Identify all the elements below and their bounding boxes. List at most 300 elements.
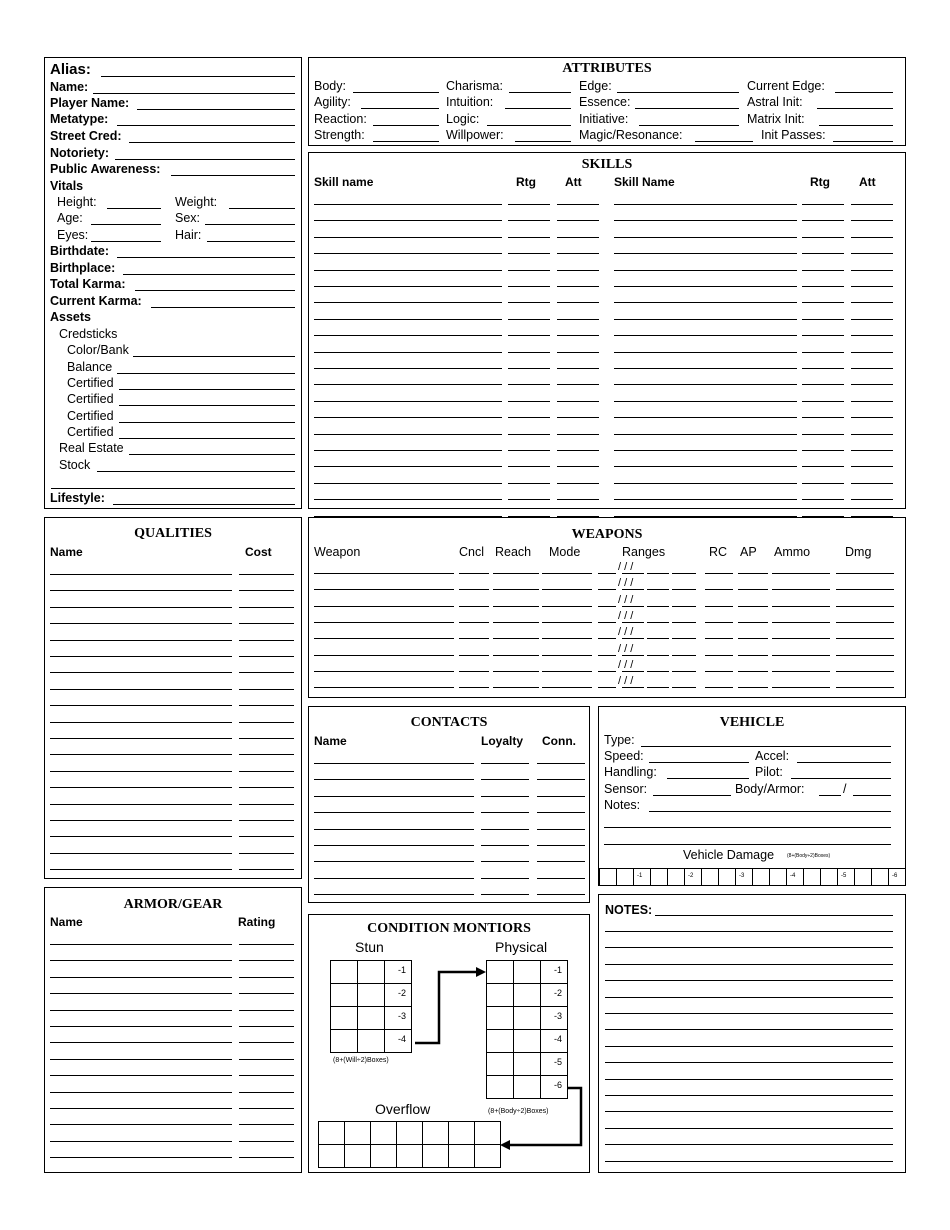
weapon-row-field[interactable] [459,687,489,688]
skill-row-field[interactable] [508,220,550,221]
contact-row-field[interactable] [537,845,585,846]
contact-row-field[interactable] [481,845,529,846]
skill-row-field[interactable] [614,483,797,484]
range-field[interactable] [598,687,616,688]
skill-row-field[interactable] [851,401,893,402]
weapon-row-field[interactable] [459,671,489,672]
contact-row-field[interactable] [314,796,474,797]
birthplace-field[interactable] [123,274,295,275]
weapon-row-field[interactable] [836,638,894,639]
notes-line[interactable] [605,931,893,932]
armor-row-field[interactable] [50,1124,232,1125]
skill-row-field[interactable] [851,335,893,336]
skill-row-field[interactable] [851,319,893,320]
vehicle-damage-box[interactable] [735,868,753,886]
armor-row-field[interactable] [239,1026,294,1027]
contact-row-field[interactable] [481,763,529,764]
weapon-row-field[interactable] [772,622,830,623]
strength-field[interactable] [373,141,439,142]
contact-row-field[interactable] [481,861,529,862]
skill-row-field[interactable] [802,319,844,320]
skill-row-field[interactable] [508,401,550,402]
accel-field[interactable] [797,762,891,763]
skill-row-field[interactable] [557,270,599,271]
weapon-row-field[interactable] [836,687,894,688]
essence-field[interactable] [635,108,739,109]
skill-row-field[interactable] [314,204,502,205]
skill-row-field[interactable] [851,352,893,353]
skill-row-field[interactable] [802,253,844,254]
quality-row-field[interactable] [50,623,232,624]
skill-row-field[interactable] [557,417,599,418]
skill-row-field[interactable] [851,253,893,254]
contact-row-field[interactable] [481,812,529,813]
contact-row-field[interactable] [314,812,474,813]
skill-row-field[interactable] [508,237,550,238]
quality-row-field[interactable] [50,836,232,837]
matrix-init-field[interactable] [819,125,893,126]
weapon-row-field[interactable] [705,638,733,639]
notes-field[interactable] [649,811,891,812]
quality-row-field[interactable] [50,590,232,591]
contact-row-field[interactable] [537,878,585,879]
vehicle-damage-box[interactable] [786,868,804,886]
weapon-row-field[interactable] [738,671,768,672]
quality-row-field[interactable] [239,820,294,821]
skill-row-field[interactable] [851,368,893,369]
skill-row-field[interactable] [508,302,550,303]
notes-line[interactable] [605,1095,893,1096]
weapon-row-field[interactable] [738,622,768,623]
range-field[interactable] [672,589,696,590]
range-field[interactable] [622,671,644,672]
skill-row-field[interactable] [851,286,893,287]
weapon-row-field[interactable] [542,671,592,672]
armor-row-field[interactable] [239,1059,294,1060]
contact-row-field[interactable] [537,894,585,895]
armor-row-field[interactable] [50,1042,232,1043]
contact-row-field[interactable] [314,878,474,879]
armor-row-field[interactable] [239,1157,294,1158]
skill-row-field[interactable] [557,319,599,320]
quality-row-field[interactable] [239,722,294,723]
weapon-row-field[interactable] [542,622,592,623]
skill-row-field[interactable] [614,204,797,205]
skill-row-field[interactable] [314,499,502,500]
initiative-field[interactable] [639,125,739,126]
weapon-row-field[interactable] [836,589,894,590]
weapon-row-field[interactable] [542,589,592,590]
armor-row-field[interactable] [50,1059,232,1060]
vehicle-damage-box[interactable] [616,868,634,886]
vehicle-damage-box[interactable] [854,868,872,886]
skill-row-field[interactable] [508,335,550,336]
range-field[interactable] [622,573,644,574]
contact-row-field[interactable] [481,779,529,780]
vehicle-damage-box[interactable] [820,868,838,886]
notes-line[interactable] [605,1161,893,1162]
range-field[interactable] [598,622,616,623]
weapon-row-field[interactable] [493,589,539,590]
skill-row-field[interactable] [314,352,502,353]
quality-row-field[interactable] [50,574,232,575]
weapon-row-field[interactable] [705,655,733,656]
weapon-row-field[interactable] [705,589,733,590]
color-bank-field[interactable] [133,356,295,357]
contact-row-field[interactable] [314,894,474,895]
height-field[interactable] [107,208,161,209]
notes-field[interactable] [604,844,891,845]
quality-row-field[interactable] [239,672,294,673]
skill-row-field[interactable] [508,434,550,435]
armor-row-field[interactable] [50,1092,232,1093]
quality-row-field[interactable] [239,754,294,755]
player-name-field[interactable] [137,109,295,110]
quality-row-field[interactable] [50,640,232,641]
certified-field[interactable] [119,438,295,439]
armor-row-field[interactable] [239,1141,294,1142]
skill-row-field[interactable] [851,204,893,205]
armor-row-field[interactable] [50,993,232,994]
skill-row-field[interactable] [508,499,550,500]
real-estate-field[interactable] [129,454,295,455]
skill-row-field[interactable] [508,384,550,385]
armor-row-field[interactable] [50,1157,232,1158]
armor-field[interactable] [853,795,891,796]
handling-field[interactable] [667,778,749,779]
skill-row-field[interactable] [802,401,844,402]
skill-row-field[interactable] [508,286,550,287]
skill-row-field[interactable] [851,417,893,418]
weapon-row-field[interactable] [493,606,539,607]
age-field[interactable] [91,224,161,225]
quality-row-field[interactable] [50,607,232,608]
weapon-row-field[interactable] [705,573,733,574]
vehicle-damage-box[interactable] [752,868,770,886]
skill-row-field[interactable] [314,237,502,238]
skill-row-field[interactable] [508,270,550,271]
skill-row-field[interactable] [614,368,797,369]
weapon-row-field[interactable] [738,589,768,590]
notes-line[interactable] [605,997,893,998]
skill-row-field[interactable] [851,466,893,467]
blank-line[interactable] [51,488,295,489]
skill-row-field[interactable] [802,368,844,369]
weapon-row-field[interactable] [738,687,768,688]
skill-row-field[interactable] [557,368,599,369]
quality-row-field[interactable] [239,640,294,641]
quality-row-field[interactable] [50,869,232,870]
skill-row-field[interactable] [557,352,599,353]
vehicle-damage-box[interactable] [871,868,889,886]
skill-row-field[interactable] [851,270,893,271]
skill-row-field[interactable] [802,483,844,484]
skill-row-field[interactable] [802,499,844,500]
public-awareness-field[interactable] [171,175,295,176]
notes-line[interactable] [605,1128,893,1129]
notes-line[interactable] [605,1046,893,1047]
skill-row-field[interactable] [802,384,844,385]
weapon-row-field[interactable] [314,671,454,672]
skill-row-field[interactable] [557,384,599,385]
armor-row-field[interactable] [50,960,232,961]
skill-row-field[interactable] [557,220,599,221]
edge-field[interactable] [617,92,739,93]
notes-line[interactable] [655,915,893,916]
quality-row-field[interactable] [50,804,232,805]
agility-field[interactable] [361,108,439,109]
name-field[interactable] [93,93,295,94]
vehicle-damage-box[interactable] [650,868,668,886]
speed-field[interactable] [649,762,749,763]
weapon-row-field[interactable] [493,687,539,688]
skill-row-field[interactable] [851,499,893,500]
body-field[interactable] [819,795,841,796]
eyes-field[interactable] [91,241,161,242]
armor-row-field[interactable] [239,1042,294,1043]
weapon-row-field[interactable] [493,573,539,574]
lifestyle-field[interactable] [113,504,295,505]
range-field[interactable] [598,589,616,590]
quality-row-field[interactable] [50,738,232,739]
range-field[interactable] [598,671,616,672]
contact-row-field[interactable] [481,878,529,879]
weapon-row-field[interactable] [493,671,539,672]
skill-row-field[interactable] [314,401,502,402]
skill-row-field[interactable] [802,302,844,303]
skill-row-field[interactable] [851,384,893,385]
skill-row-field[interactable] [314,319,502,320]
range-field[interactable] [647,638,669,639]
skill-row-field[interactable] [314,335,502,336]
weapon-row-field[interactable] [836,655,894,656]
notes-line[interactable] [605,1079,893,1080]
range-field[interactable] [598,638,616,639]
weapon-row-field[interactable] [705,622,733,623]
reaction-field[interactable] [373,125,439,126]
skill-row-field[interactable] [508,204,550,205]
vehicle-damage-box[interactable] [769,868,787,886]
vehicle-damage-box[interactable] [718,868,736,886]
total-karma-field[interactable] [135,290,295,291]
contact-row-field[interactable] [314,779,474,780]
weapon-row-field[interactable] [459,622,489,623]
weapon-row-field[interactable] [542,687,592,688]
range-field[interactable] [647,655,669,656]
skill-row-field[interactable] [802,270,844,271]
skill-row-field[interactable] [614,466,797,467]
weapon-row-field[interactable] [705,606,733,607]
contact-row-field[interactable] [537,829,585,830]
skill-row-field[interactable] [557,434,599,435]
skill-row-field[interactable] [508,450,550,451]
skill-row-field[interactable] [557,302,599,303]
weapon-row-field[interactable] [542,655,592,656]
contact-row-field[interactable] [314,861,474,862]
skill-row-field[interactable] [614,352,797,353]
quality-row-field[interactable] [239,771,294,772]
contact-row-field[interactable] [537,796,585,797]
armor-row-field[interactable] [50,1075,232,1076]
pilot-field[interactable] [791,778,891,779]
armor-row-field[interactable] [239,960,294,961]
skill-row-field[interactable] [802,204,844,205]
skill-row-field[interactable] [614,220,797,221]
balance-field[interactable] [117,373,295,374]
quality-row-field[interactable] [50,787,232,788]
skill-row-field[interactable] [851,237,893,238]
skill-row-field[interactable] [314,483,502,484]
quality-row-field[interactable] [239,607,294,608]
contact-row-field[interactable] [537,763,585,764]
current-karma-field[interactable] [151,307,295,308]
skill-row-field[interactable] [614,253,797,254]
weapon-row-field[interactable] [542,606,592,607]
range-field[interactable] [622,606,644,607]
skill-row-field[interactable] [802,352,844,353]
skill-row-field[interactable] [314,302,502,303]
weapon-row-field[interactable] [772,671,830,672]
astral-init-field[interactable] [817,108,893,109]
range-field[interactable] [672,638,696,639]
range-field[interactable] [622,589,644,590]
range-field[interactable] [647,573,669,574]
notes-line[interactable] [605,1029,893,1030]
range-field[interactable] [672,573,696,574]
skill-row-field[interactable] [314,253,502,254]
range-field[interactable] [672,687,696,688]
contact-row-field[interactable] [537,861,585,862]
skill-row-field[interactable] [614,270,797,271]
quality-row-field[interactable] [50,820,232,821]
skill-row-field[interactable] [802,450,844,451]
weapon-row-field[interactable] [772,606,830,607]
sensor-field[interactable] [653,795,731,796]
weapon-row-field[interactable] [836,606,894,607]
quality-row-field[interactable] [50,672,232,673]
weapon-row-field[interactable] [314,573,454,574]
weapon-row-field[interactable] [772,687,830,688]
init-passes-field[interactable] [833,141,893,142]
skill-row-field[interactable] [508,319,550,320]
skill-row-field[interactable] [614,319,797,320]
skill-row-field[interactable] [851,434,893,435]
skill-row-field[interactable] [802,237,844,238]
quality-row-field[interactable] [239,574,294,575]
range-field[interactable] [622,655,644,656]
quality-row-field[interactable] [50,853,232,854]
weapon-row-field[interactable] [314,655,454,656]
vehicle-damage-box[interactable] [599,868,617,886]
range-field[interactable] [598,573,616,574]
weapon-row-field[interactable] [705,671,733,672]
armor-row-field[interactable] [239,977,294,978]
vehicle-damage-box[interactable] [701,868,719,886]
skill-row-field[interactable] [508,466,550,467]
armor-row-field[interactable] [239,944,294,945]
armor-row-field[interactable] [50,944,232,945]
skill-row-field[interactable] [851,483,893,484]
skill-row-field[interactable] [614,335,797,336]
weapon-row-field[interactable] [836,671,894,672]
sex-field[interactable] [205,224,295,225]
quality-row-field[interactable] [50,705,232,706]
skill-row-field[interactable] [802,466,844,467]
type-field[interactable] [641,746,891,747]
range-field[interactable] [647,606,669,607]
notes-line[interactable] [605,980,893,981]
range-field[interactable] [622,622,644,623]
weapon-row-field[interactable] [459,655,489,656]
range-field[interactable] [622,687,644,688]
quality-row-field[interactable] [239,705,294,706]
range-field[interactable] [647,671,669,672]
skill-row-field[interactable] [508,368,550,369]
weapon-row-field[interactable] [705,687,733,688]
street-cred-field[interactable] [129,142,295,143]
weight-field[interactable] [229,208,295,209]
current-edge-field[interactable] [835,92,893,93]
skill-row-field[interactable] [557,286,599,287]
weapon-row-field[interactable] [836,573,894,574]
willpower-field[interactable] [515,141,571,142]
armor-row-field[interactable] [239,1108,294,1109]
notes-line[interactable] [605,947,893,948]
contact-row-field[interactable] [314,829,474,830]
range-field[interactable] [672,606,696,607]
skill-row-field[interactable] [557,237,599,238]
weapon-row-field[interactable] [738,573,768,574]
range-field[interactable] [672,655,696,656]
armor-row-field[interactable] [239,993,294,994]
quality-row-field[interactable] [239,738,294,739]
skill-row-field[interactable] [802,434,844,435]
weapon-row-field[interactable] [314,687,454,688]
skill-row-field[interactable] [314,368,502,369]
contact-row-field[interactable] [481,829,529,830]
notoriety-field[interactable] [115,159,295,160]
weapon-row-field[interactable] [772,655,830,656]
skill-row-field[interactable] [614,499,797,500]
skill-row-field[interactable] [314,434,502,435]
skill-row-field[interactable] [802,335,844,336]
range-field[interactable] [598,655,616,656]
weapon-row-field[interactable] [314,622,454,623]
skill-row-field[interactable] [314,286,502,287]
skill-row-field[interactable] [614,302,797,303]
magic-resonance-field[interactable] [695,141,753,142]
vehicle-damage-box[interactable] [803,868,821,886]
skill-row-field[interactable] [614,417,797,418]
skill-row-field[interactable] [557,499,599,500]
quality-row-field[interactable] [239,869,294,870]
quality-row-field[interactable] [239,836,294,837]
skill-row-field[interactable] [508,417,550,418]
certified-field[interactable] [119,389,295,390]
quality-row-field[interactable] [50,722,232,723]
range-field[interactable] [622,638,644,639]
notes-line[interactable] [605,1013,893,1014]
skill-row-field[interactable] [614,237,797,238]
weapon-row-field[interactable] [738,638,768,639]
skill-row-field[interactable] [614,384,797,385]
vehicle-damage-box[interactable] [667,868,685,886]
range-field[interactable] [672,622,696,623]
weapon-row-field[interactable] [314,606,454,607]
contact-row-field[interactable] [537,779,585,780]
skill-row-field[interactable] [614,434,797,435]
notes-field[interactable] [604,827,891,828]
